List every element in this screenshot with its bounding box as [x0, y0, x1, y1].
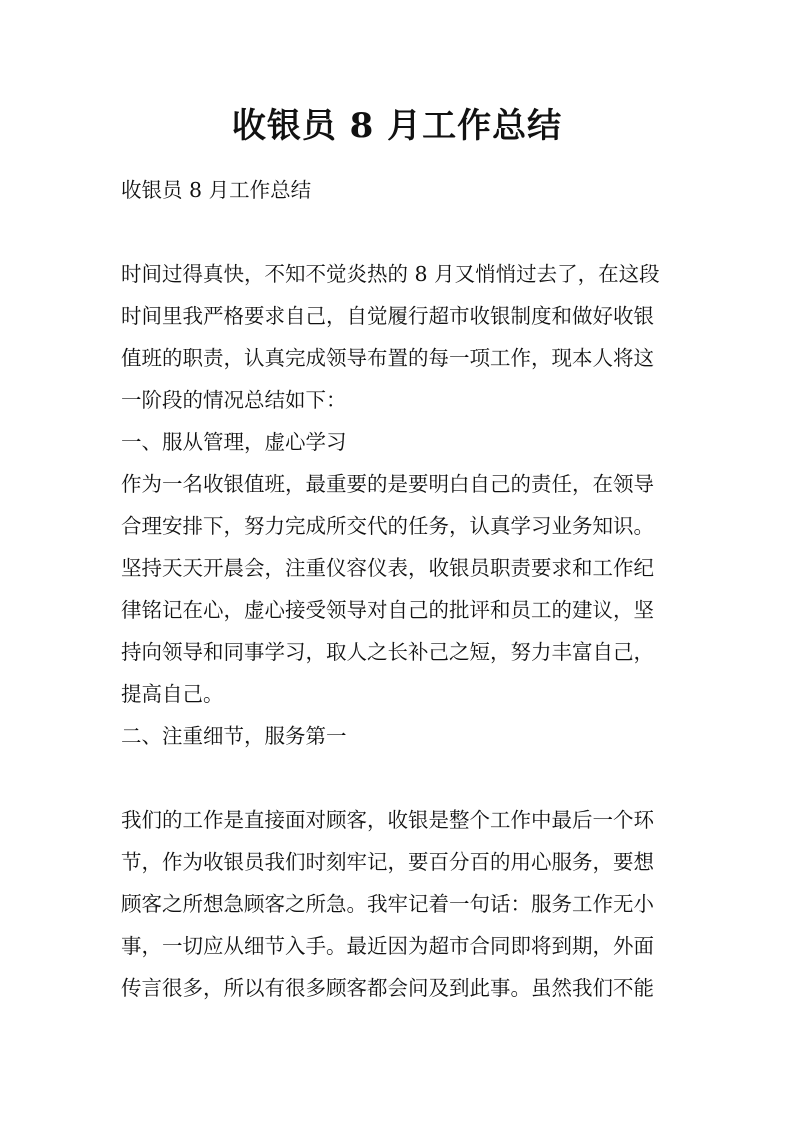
- paragraph-line: 顾客之所想急顾客之所急。我牢记着一句话：服务工作无小: [121, 892, 654, 916]
- paragraph-line: 值班的职责，认真完成领导布置的每一项工作，现本人将这: [121, 346, 654, 370]
- subtitle-line: 收银员 8 月工作总结: [121, 178, 312, 202]
- paragraph-line: 传言很多，所以有很多顾客都会问及到此事。虽然我们不能: [121, 976, 654, 1000]
- paragraph-line: 节，作为收银员我们时刻牢记，要百分百的用心服务，要想: [121, 850, 654, 874]
- paragraph-line: 事，一切应从细节入手。最近因为超市合同即将到期，外面: [121, 934, 654, 958]
- paragraph-line: 持向领导和同事学习，取人之长补己之短，努力丰富自己，: [121, 640, 654, 664]
- section-heading-2: 二、注重细节，服务第一: [121, 724, 347, 748]
- paragraph-line: 一阶段的情况总结如下：: [121, 388, 347, 412]
- paragraph-line: 我们的工作是直接面对顾客，收银是整个工作中最后一个环: [121, 808, 654, 832]
- section-heading-1: 一、服从管理，虚心学习: [121, 430, 347, 454]
- paragraph-line: 坚持天天开晨会，注重仪容仪表，收银员职责要求和工作纪: [121, 556, 654, 580]
- paragraph-line: 提高自己。: [121, 682, 224, 706]
- paragraph-line: 时间过得真快，不知不觉炎热的 8 月又悄悄过去了，在这段: [121, 262, 660, 286]
- paragraph-line: 合理安排下，努力完成所交代的任务，认真学习业务知识。: [121, 514, 654, 538]
- paragraph-line: 时间里我严格要求自己，自觉履行超市收银制度和做好收银: [121, 304, 654, 328]
- paragraph-line: 律铭记在心，虚心接受领导对自己的批评和员工的建议，坚: [121, 598, 654, 622]
- document-title: 收银员 8 月工作总结: [231, 106, 563, 146]
- paragraph-line: 作为一名收银值班，最重要的是要明白自己的责任，在领导: [121, 472, 654, 496]
